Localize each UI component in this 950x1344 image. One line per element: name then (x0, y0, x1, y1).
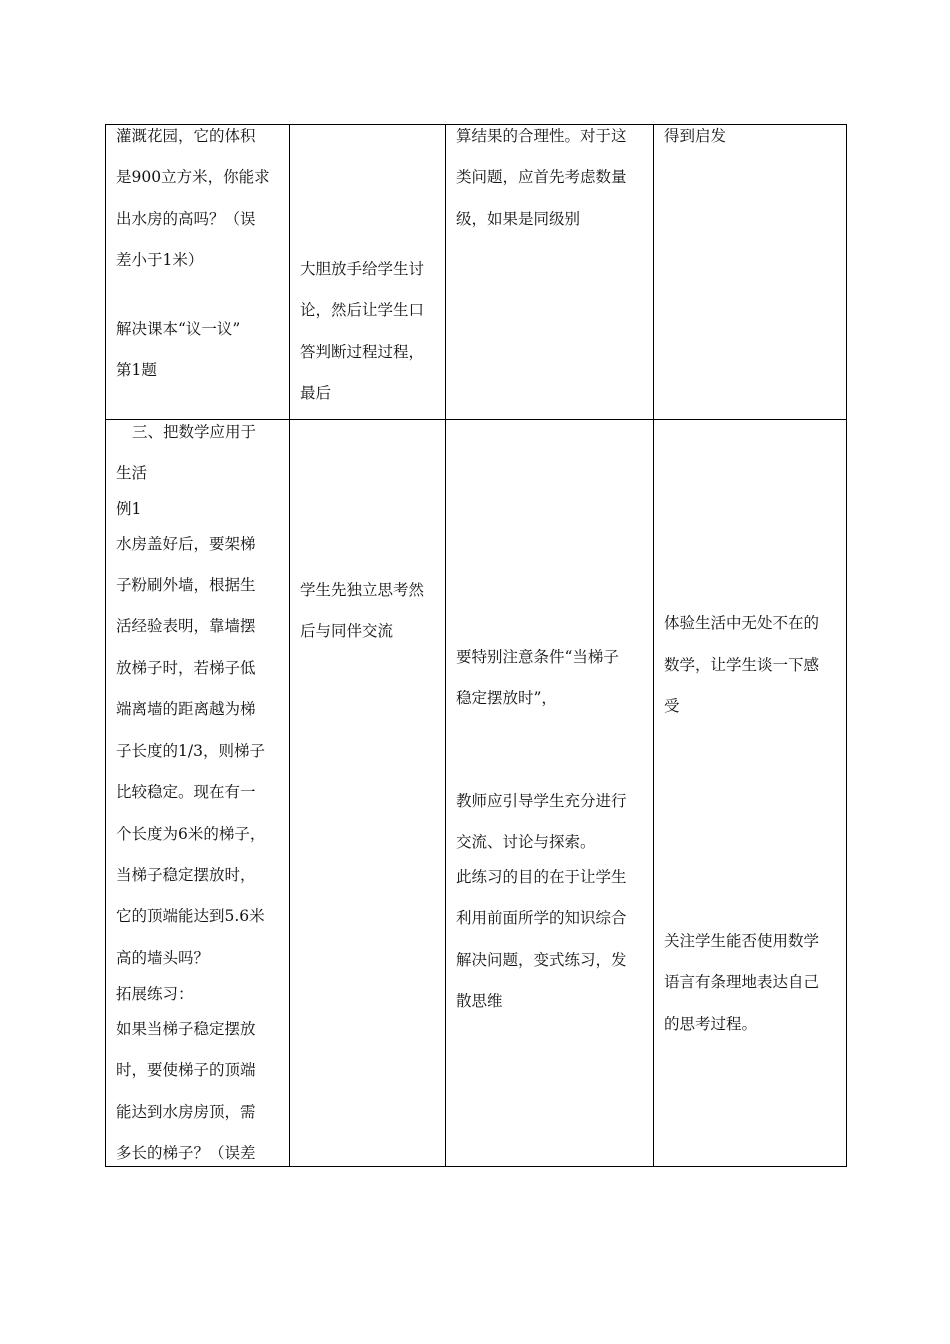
cell-line: 最后 (300, 384, 332, 402)
cell-line: 大胆放手给学生讨 (300, 260, 425, 278)
cell-line: 高的墙头吗？ (116, 949, 210, 967)
cell-line: 如果当梯子稳定摆放 (116, 1020, 256, 1038)
cell-line: 答判断过程过程， (300, 343, 425, 361)
cell-line: 语言有条理地表达自己 (664, 973, 820, 991)
cell-line: 能达到水房房顶，需 (116, 1103, 256, 1121)
cell-line: 受 (664, 697, 680, 715)
cell-line: 解决课本“议一议” (116, 320, 241, 338)
cell-line: 水房盖好后，要架梯 (116, 535, 256, 553)
cell-line: 利用前面所学的知识综合 (456, 909, 627, 927)
cell-line: 类问题，应首先考虑数量 (456, 168, 627, 186)
cell-line: 子长度的1/3，则梯子 (116, 742, 265, 760)
cell-line: 教师应引导学生充分进行 (456, 792, 627, 810)
column-divider-1 (289, 124, 290, 1167)
cell-line: 数学，让学生谈一下感 (664, 656, 820, 674)
section-heading: 生活 (116, 464, 148, 482)
cell-line: 此练习的目的在于让学生 (456, 868, 627, 886)
extension-label: 拓展练习： (116, 985, 194, 1003)
cell-line: 的思考过程。 (664, 1015, 758, 1033)
cell-line: 后与同伴交流 (300, 622, 394, 640)
cell-line: 散思维 (456, 992, 503, 1010)
cell-line: 活经验表明，靠墙摆 (116, 617, 256, 635)
cell-line: 要特别注意条件“当梯子 (456, 648, 619, 666)
column-divider-3 (653, 124, 654, 1167)
cell-line: 它的顶端能达到5.6米 (116, 907, 265, 925)
cell-line: 级，如果是同级别 (456, 210, 581, 228)
cell-line: 多长的梯子？（误差 (116, 1144, 256, 1162)
cell-line: 放梯子时，若梯子低 (116, 659, 256, 677)
cell-line: 个长度为6米的梯子， (116, 825, 266, 843)
table-border-right (846, 124, 847, 1167)
cell-line: 当梯子稳定摆放时， (116, 866, 256, 884)
cell-line: 学生先独立思考然 (300, 581, 425, 599)
cell-line: 关注学生能否使用数学 (664, 932, 820, 950)
cell-line: 稳定摆放时”， (456, 689, 557, 707)
cell-line: 解决问题，变式练习，发 (456, 951, 627, 969)
section-heading: 三、把数学应用于 (132, 423, 257, 441)
cell-line: 得到启发 (664, 127, 727, 145)
cell-line: 是900立方米，你能求 (116, 168, 270, 186)
cell-line: 第1题 (116, 361, 157, 379)
cell-line: 出水房的高吗？（误 (116, 210, 256, 228)
cell-line: 论，然后让学生口 (300, 301, 425, 319)
table-border-left (105, 124, 106, 1167)
cell-line: 交流、讨论与探索。 (456, 833, 596, 851)
cell-line: 比较稳定。现在有一 (116, 783, 256, 801)
column-divider-2 (445, 124, 446, 1167)
cell-line: 时，要使梯子的顶端 (116, 1061, 256, 1079)
example-label: 例1 (116, 500, 142, 518)
cell-line: 差小于1米） (116, 251, 204, 269)
cell-line: 体验生活中无处不在的 (664, 614, 820, 632)
cell-line: 算结果的合理性。对于这 (456, 127, 627, 145)
cell-line: 子粉刷外墙，根据生 (116, 576, 256, 594)
cell-line: 灌溉花园，它的体积 (116, 127, 256, 145)
cell-line: 端离墙的距离越为梯 (116, 700, 256, 718)
